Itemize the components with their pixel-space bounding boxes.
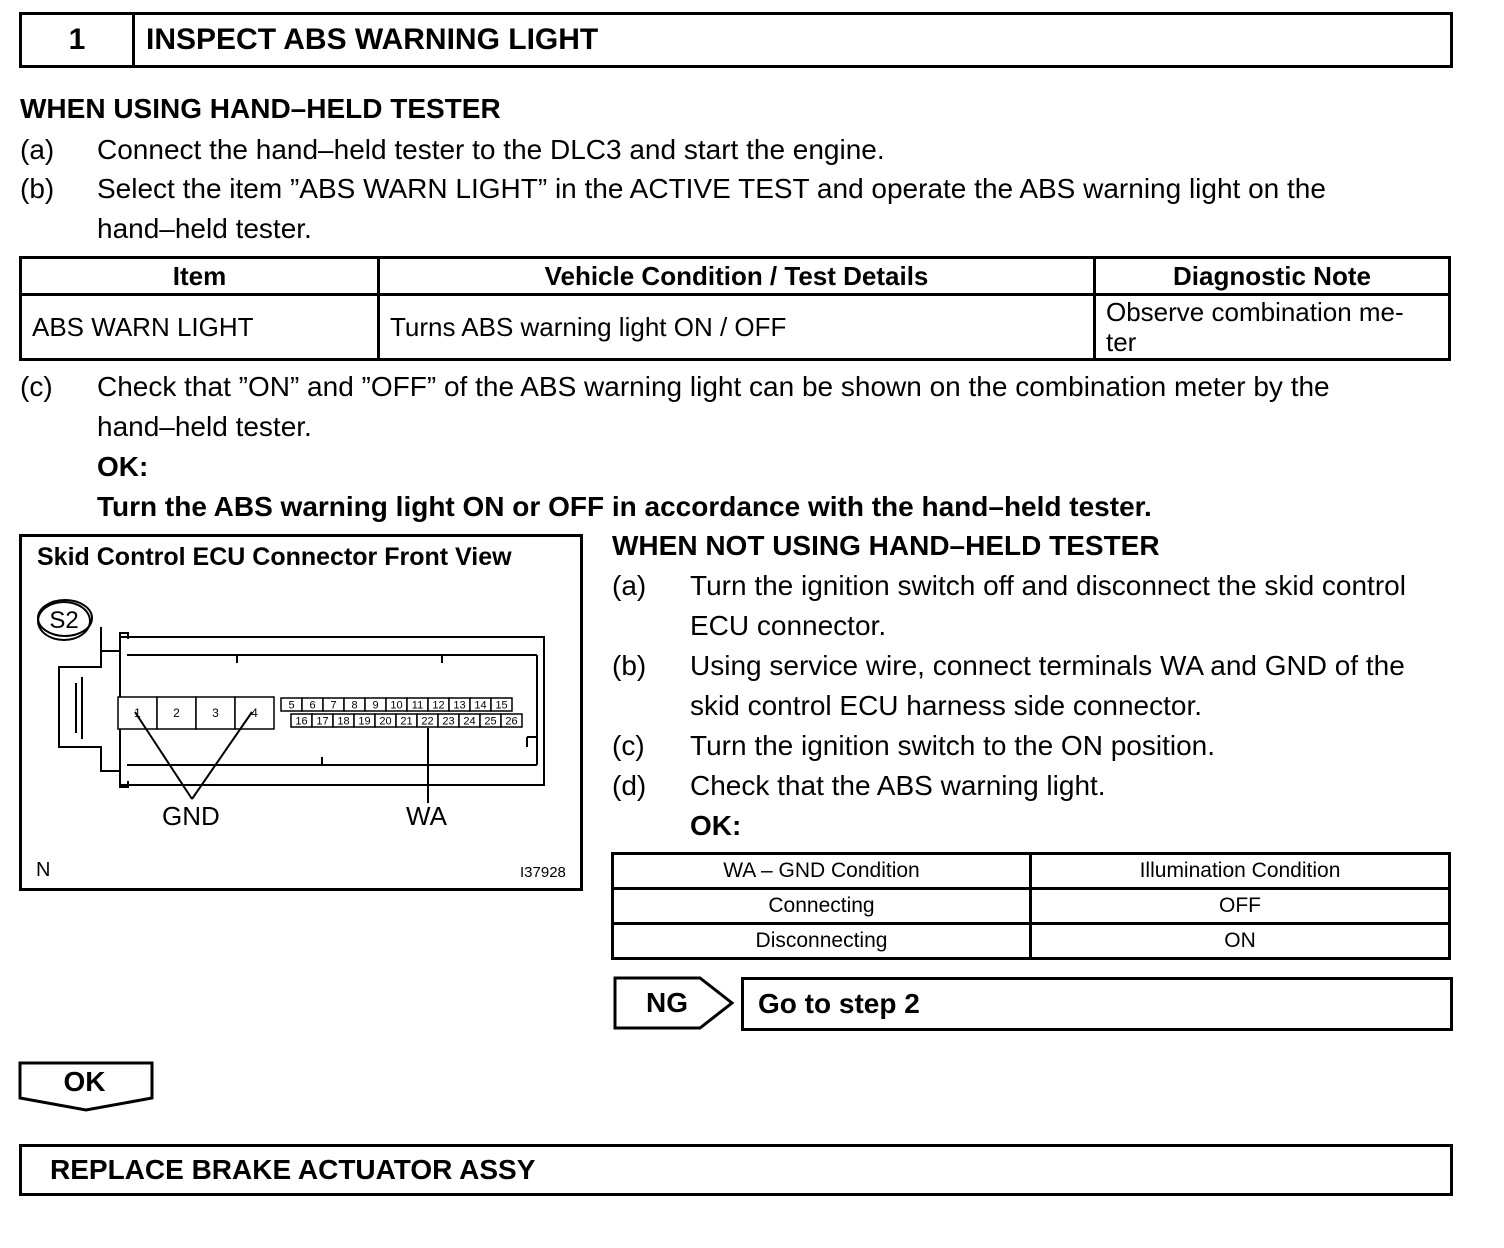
connector-pin-8: [344, 698, 365, 711]
connector-pin-4: [235, 697, 274, 729]
svg-text:26: 26: [505, 715, 518, 728]
step-b-line1: Select the item ”ABS WARN LIGHT” in the ACTIVE TEST and operate the ABS warning light on the: [97, 173, 1326, 204]
table-header-row: [21, 258, 1450, 295]
svg-text:10: 10: [390, 699, 403, 712]
cell-condition: Connecting: [613, 889, 1031, 924]
svg-text:13: 13: [453, 699, 466, 712]
connector-pin-23: [438, 714, 459, 727]
svg-text:22: 22: [421, 715, 434, 728]
connector-pin-25: [480, 714, 501, 727]
header-details: Vehicle Condition / Test Details: [379, 258, 1095, 295]
svg-text:25: 25: [484, 715, 497, 728]
nt-a-label: (a): [612, 570, 647, 601]
ng-destination-box: [741, 977, 1453, 1031]
final-step-box: [19, 1144, 1453, 1196]
svg-text:7: 7: [330, 699, 337, 712]
connector-pin-18: [333, 714, 354, 727]
header-item: Item: [21, 258, 379, 295]
figure-title: Skid Control ECU Connector Front View: [37, 543, 512, 571]
step-a-label: (a): [20, 134, 55, 165]
connector-pin-19: [354, 714, 375, 727]
svg-text:14: 14: [474, 699, 487, 712]
table-header-row: [613, 854, 1450, 889]
connector-pin-6: [302, 698, 323, 711]
cell-illumination: OFF: [1031, 889, 1450, 924]
connector-pin-7: [323, 698, 344, 711]
connector-pin-15: [491, 698, 512, 711]
cell-details: Turns ABS warning light ON / OFF: [379, 295, 1095, 360]
svg-text:21: 21: [400, 715, 413, 728]
connector-pin-22: [417, 714, 438, 727]
nt-a-line2: ECU connector.: [690, 610, 887, 641]
header-condition: WA – GND Condition: [613, 854, 1031, 889]
svg-text:6: 6: [309, 699, 316, 712]
svg-text:15: 15: [495, 699, 508, 712]
svg-text:5: 5: [288, 699, 295, 712]
connector-pin-14: [470, 698, 491, 711]
svg-text:24: 24: [463, 715, 476, 728]
svg-text:9: 9: [372, 699, 379, 712]
svg-text:20: 20: [379, 715, 392, 728]
connector-pin-5: [281, 698, 302, 711]
connector-pin-12: [428, 698, 449, 711]
svg-text:16: 16: [295, 715, 308, 728]
step-b-label: (b): [20, 173, 55, 204]
ok-label: OK:: [97, 451, 149, 482]
svg-text:18: 18: [337, 715, 350, 728]
step-c-label: (c): [20, 371, 53, 402]
svg-text:3: 3: [212, 706, 219, 721]
tester-heading: WHEN USING HAND–HELD TESTER: [20, 93, 501, 124]
cell-illumination: ON: [1031, 924, 1450, 959]
connector-pin-16: [291, 714, 312, 727]
connector-pin-21: [396, 714, 417, 727]
nt-b-label: (b): [612, 650, 647, 681]
nt-c-label: (c): [612, 730, 645, 761]
svg-text:17: 17: [316, 715, 329, 728]
figure-corner-left: N: [36, 859, 51, 881]
active-test-table: [19, 256, 1451, 361]
ng-tag-label: NG: [646, 987, 688, 1018]
nt-c-text: Turn the ignition switch to the ON position.: [690, 730, 1215, 761]
connector-pin-11: [407, 698, 428, 711]
step-title: INSPECT ABS WARNING LIGHT: [146, 23, 599, 56]
connector-code-badge: S2: [37, 601, 91, 641]
svg-text:1: 1: [134, 706, 141, 721]
connector-diagram: [22, 537, 580, 888]
illumination-table: [611, 852, 1451, 960]
ng-destination-text: Go to step 2: [758, 988, 920, 1019]
figure-id: I37928: [520, 864, 566, 881]
svg-text:2: 2: [173, 706, 180, 721]
table-row: [613, 924, 1450, 959]
step-c-line1: Check that ”ON” and ”OFF” of the ABS warning light can be shown on the combination meter by the: [97, 371, 1330, 402]
connector-pin-2: [157, 697, 196, 729]
ok-tag-label: OK: [63, 1066, 106, 1097]
step-number: 1: [22, 15, 135, 65]
table-row: [613, 889, 1450, 924]
connector-pin-20: [375, 714, 396, 727]
no-tester-heading: WHEN NOT USING HAND–HELD TESTER: [612, 530, 1160, 561]
wa-label: WA: [406, 801, 447, 831]
nt-ok-label: OK:: [690, 810, 742, 841]
header-note: Diagnostic Note: [1095, 258, 1450, 295]
nt-d-label: (d): [612, 770, 647, 801]
connector-housing: [38, 600, 544, 787]
connector-pin-24: [459, 714, 480, 727]
svg-text:19: 19: [358, 715, 371, 728]
connector-pin-10: [386, 698, 407, 711]
svg-text:11: 11: [411, 699, 424, 712]
svg-text:12: 12: [432, 699, 445, 712]
ok-result-text: Turn the ABS warning light ON or OFF in accordance with the hand–held tester.: [97, 491, 1152, 522]
svg-text:8: 8: [351, 699, 358, 712]
svg-text:23: 23: [442, 715, 455, 728]
step-c-line2: hand–held tester.: [97, 411, 312, 442]
svg-text:4: 4: [251, 706, 258, 721]
final-step-text: REPLACE BRAKE ACTUATOR ASSY: [50, 1154, 536, 1185]
cell-condition: Disconnecting: [613, 924, 1031, 959]
nt-a-line1: Turn the ignition switch off and disconnect the skid control: [690, 570, 1406, 601]
cell-item: ABS WARN LIGHT: [21, 295, 379, 360]
connector-pins: [118, 697, 522, 729]
nt-b-line2: skid control ECU harness side connector.: [690, 690, 1203, 721]
connector-pin-9: [365, 698, 386, 711]
nt-b-line1: Using service wire, connect terminals WA and GND of the: [690, 650, 1405, 681]
connector-pin-17: [312, 714, 333, 727]
note-line2: ter: [1106, 327, 1137, 357]
step-header: [19, 12, 1453, 68]
step-b-line2: hand–held tester.: [97, 213, 312, 244]
note-line1: Observe combination me-: [1106, 297, 1404, 327]
table-row: [21, 295, 1450, 360]
cell-note: [1095, 295, 1450, 360]
nt-d-text: Check that the ABS warning light.: [690, 770, 1106, 801]
connector-pin-1: [118, 697, 157, 729]
header-illumination: Illumination Condition: [1031, 854, 1450, 889]
step-a-text: Connect the hand–held tester to the DLC3 and start the engine.: [97, 134, 885, 165]
connector-figure: [19, 534, 583, 891]
connector-pin-26: [501, 714, 522, 727]
connector-pin-3: [196, 697, 235, 729]
connector-pin-13: [449, 698, 470, 711]
gnd-label: GND: [162, 801, 220, 831]
